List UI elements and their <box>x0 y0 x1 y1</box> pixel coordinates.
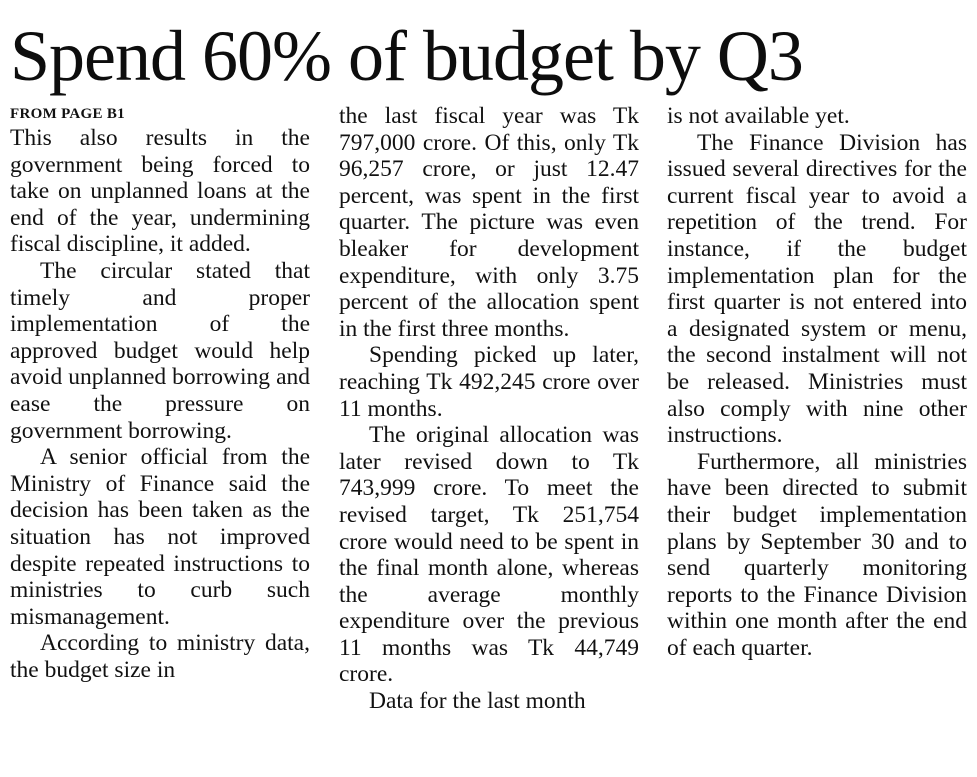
paragraph: the last fiscal year was Tk 797,000 crore. Of this, only Tk 96,257 crore, or just 12.47 percent, was spent in the first quarter. The picture was even bleaker for development expenditure, with only 3.75 percent of the allocation spent in the first three months. <box>339 103 639 342</box>
paragraph: Spending picked up later, reaching Tk 492,245 crore over 11 months. <box>339 342 639 422</box>
paragraph: According to ministry data, the budget size in <box>10 630 310 683</box>
headline: Spend 60% of budget by Q3 <box>10 16 803 96</box>
paragraph: The circular stated that timely and proper implementation of the approved budget would help avoid unplanned borrowing and ease the pressure on government borrowing. <box>10 257 310 444</box>
paragraph: Furthermore, all ministries have been directed to submit their budget implementation plans by September 30 and to send quarterly monitoring reports to the Finance Division within one month after the end of each quarter. <box>667 448 967 661</box>
paragraph: A senior official from the Ministry of Finance said the decision has been taken as the situation has not improved despite repeated instructions to ministries to curb such mismanagement. <box>10 444 310 630</box>
paragraph: is not available yet. <box>667 103 850 129</box>
article-column-2 <box>339 103 639 715</box>
jump-line: FROM PAGE B1 <box>10 106 125 122</box>
paragraph: The original allocation was later revised down to Tk 743,999 crore. To meet the revised target, Tk 251,754 crore would need to be spent in the final month alone, whereas the average monthly expenditure over the previous 11 months was Tk 44,749 crore. <box>339 422 639 688</box>
paragraph: The Finance Division has issued several directives for the current fiscal year to avoid a repetition of the trend. For instance, if the budget implementation plan for the first quarter is not entered into a designated system or menu, the second instalment will not be released. Ministries must also comply with nine other instructions. <box>667 129 967 449</box>
paragraph: This also results in the government being forced to take on unplanned loans at the end of the year, undermining fiscal discipline, it added. <box>10 125 310 258</box>
paragraph: Data for the last month <box>369 688 586 715</box>
article-column-1 <box>10 103 310 683</box>
article-column-3 <box>667 103 967 661</box>
